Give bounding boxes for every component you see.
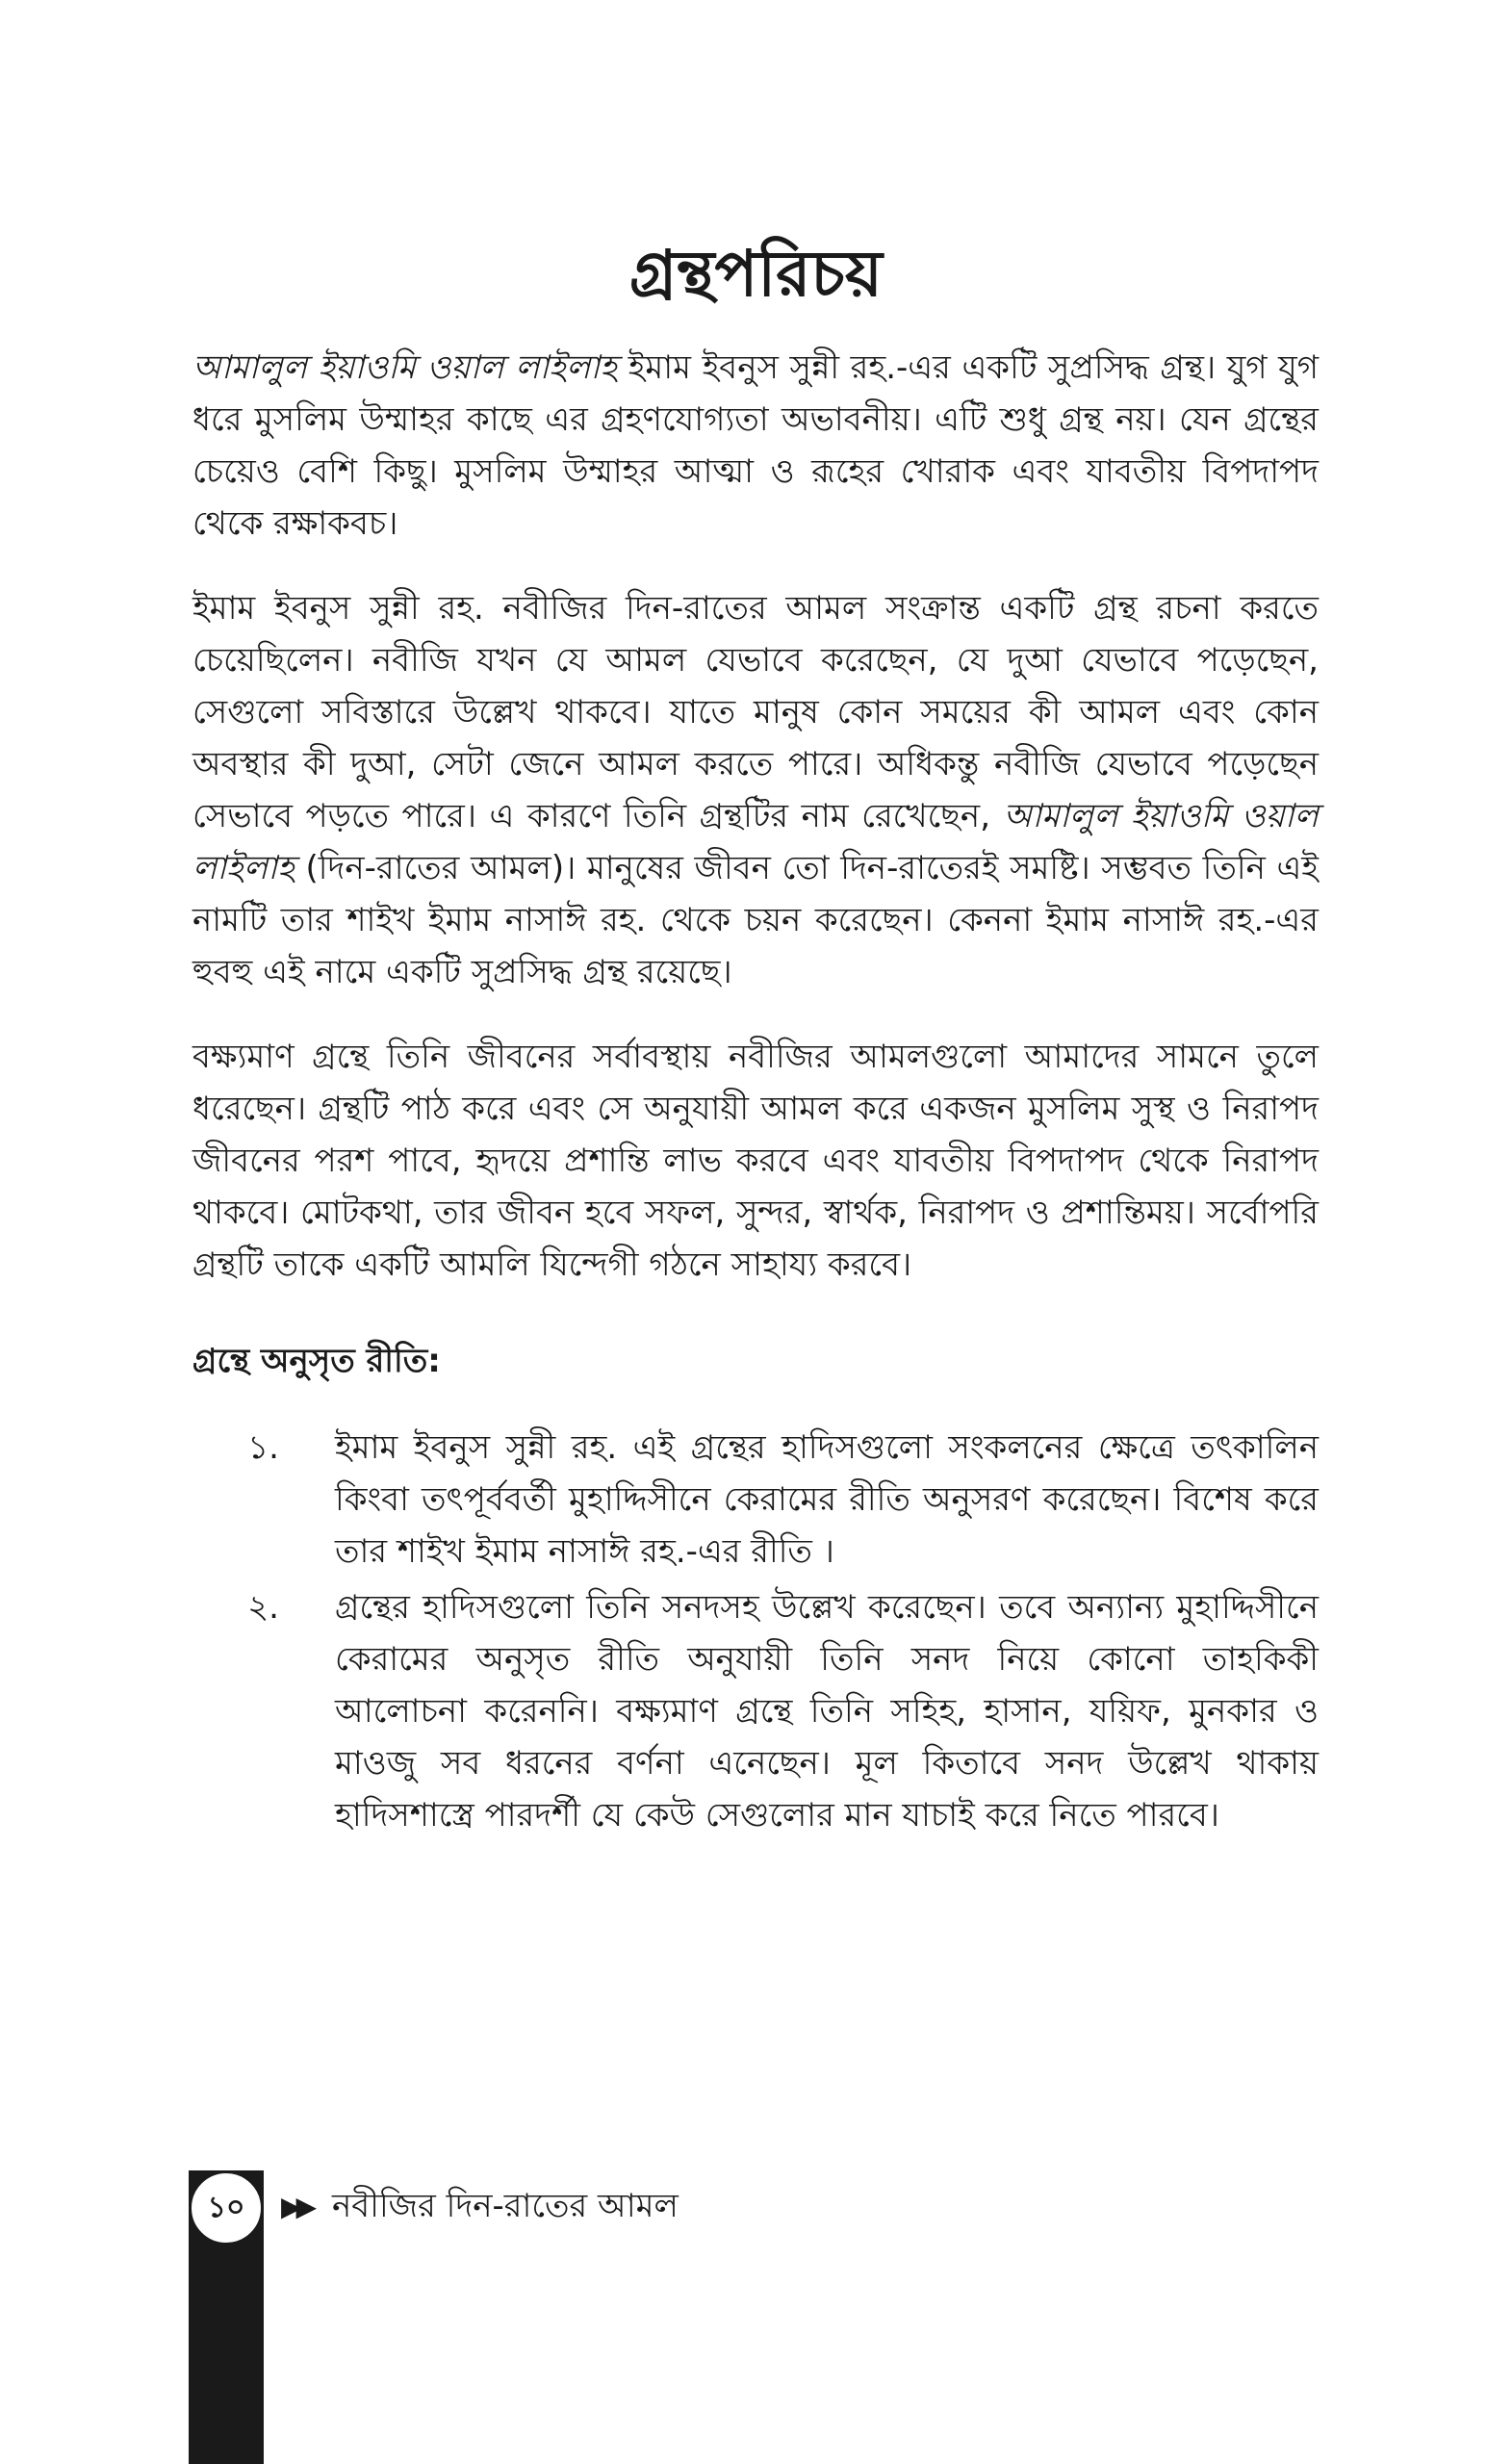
list-item xyxy=(192,1581,1319,1841)
page-number-badge: ১০ xyxy=(189,2170,264,2246)
rules-list xyxy=(192,1422,1319,1841)
section-heading: গ্রন্থে অনুসৃত রীতি: xyxy=(192,1342,441,1380)
book-name-italic-2: আমালুল ইয়াওমি ওয়াল লাইলাহ xyxy=(192,797,1319,887)
intro-paragraph-2 xyxy=(192,582,1319,998)
list-item-number: ১. xyxy=(247,1428,279,1467)
intro-paragraph-3: বক্ষ্যমাণ গ্রন্থে তিনি জীবনের সর্বাবস্থায় নবীজির আমলগুলো আমাদের সামনে তুলে ধরেছেন। গ্রন্থটি পাঠ করে এবং সে অনুযায়ী আমল করে একজন মুসলিম সুস্থ ও নিরাপদ জীবনের পরশ পাবে, হৃদয়ে প্রশান্তি লাভ করবে এবং যাবতীয় বিপদাপদ থেকে নিরাপদ থাকবে। মোটকথা, তার জীবন হবে সফল, সুন্দর, স্বার্থক, নিরাপদ ও প্রশান্তিময়। সর্বোপরি গ্রন্থটি তাকে একটি আমলি যিন্দেগী গঠনে সাহায্য করবে। xyxy=(192,1038,1319,1284)
intro-paragraph-2-before: ইমাম ইবনুস সুন্নী রহ. নবীজির দিন-রাতের আমল সংক্রান্ত একটি গ্রন্থ রচনা করতে চেয়েছিলেন। নবীজি যখন যে আমল যেভাবে করেছেন, যে দুআ যেভাবে পড়েছেন, সেগুলো সবিস্তারে উল্লেখ থাকবে। যাতে মানুষ কোন সময়ের কী আমল এবং কোন অবস্থার কী দুআ, সেটা জেনে আমল করতে পারে। অধিকন্তু নবীজি যেভাবে পড়েছেন সেভাবে পড়তে পারে। এ কারণে তিনি গ্রন্থটির নাম রেখেছেন, xyxy=(192,589,1319,835)
intro-paragraph-1-text: ইমাম ইবনুস সুন্নী রহ.-এর একটি সুপ্রসিদ্ধ গ্রন্থ। যুগ যুগ ধরে মুসলিম উম্মাহর কাছে এর গ্রহণযোগ্যতা অভাবনীয়। এটি শুধু গ্রন্থ নয়। যেন গ্রন্থের চেয়েও বেশি কিছু। মুসলিম উম্মাহর আত্মা ও রূহের খোরাক এবং যাবতীয় বিপদাপদ থেকে রক্ষাকবচ। xyxy=(192,348,1319,543)
list-item-text: গ্রন্থের হাদিসগুলো তিনি সনদসহ উল্লেখ করেছেন। তবে অন্যান্য মুহাদ্দিসীনে কেরামের অনুসৃত রীতি অনুযায়ী তিনি সনদ নিয়ে কোনো তাহকিকী আলোচনা করেননি। বক্ষ্যমাণ গ্রন্থে তিনি সহিহ, হাসান, যয়িফ, মুনকার ও মাওজু সব ধরনের বর্ণনা এনেছেন। মূল কিতাবে সনদ উল্লেখ থাকায় হাদিসশাস্ত্রে পারদর্শী যে কেউ সেগুলোর মান যাচাই করে নিতে পারবে। xyxy=(335,1588,1319,1835)
book-name-italic: আমালুল ইয়াওমি ওয়াল লাইলাহ xyxy=(192,348,618,387)
list-item-number: ২. xyxy=(247,1588,279,1627)
page-title: গ্রন্থপরিচয় xyxy=(629,237,883,311)
page-content xyxy=(192,342,1319,1845)
intro-paragraph-1 xyxy=(192,342,1319,550)
list-item xyxy=(192,1422,1319,1578)
list-item-text: ইমাম ইবনুস সুন্নী রহ. এই গ্রন্থের হাদিসগুলো সংকলনের ক্ষেত্রে তৎকালিন কিংবা তৎপূর্ববর্তী মুহাদ্দিসীনে কেরামের রীতি অনুসরণ করেছেন। বিশেষ করে তার শাইখ ইমাম নাসাঈ রহ.-এর রীতি । xyxy=(335,1428,1319,1571)
running-footer-title: নবীজির দিন-রাতের আমল xyxy=(332,2187,679,2225)
intro-paragraph-2-after: (দিন-রাতের আমল)। মানুষের জীবন তো দিন-রাতেরই সমষ্টি। সম্ভবত তিনি এই নামটি তার শাইখ ইমাম নাসাঈ রহ. থেকে চয়ন করেছেন। কেননা ইমাম নাসাঈ রহ.-এর হুবহু এই নামে একটি সুপ্রসিদ্ধ গ্রন্থ রয়েছে। xyxy=(192,849,1319,991)
double-arrow-icon: ▶▶ xyxy=(281,2191,312,2222)
